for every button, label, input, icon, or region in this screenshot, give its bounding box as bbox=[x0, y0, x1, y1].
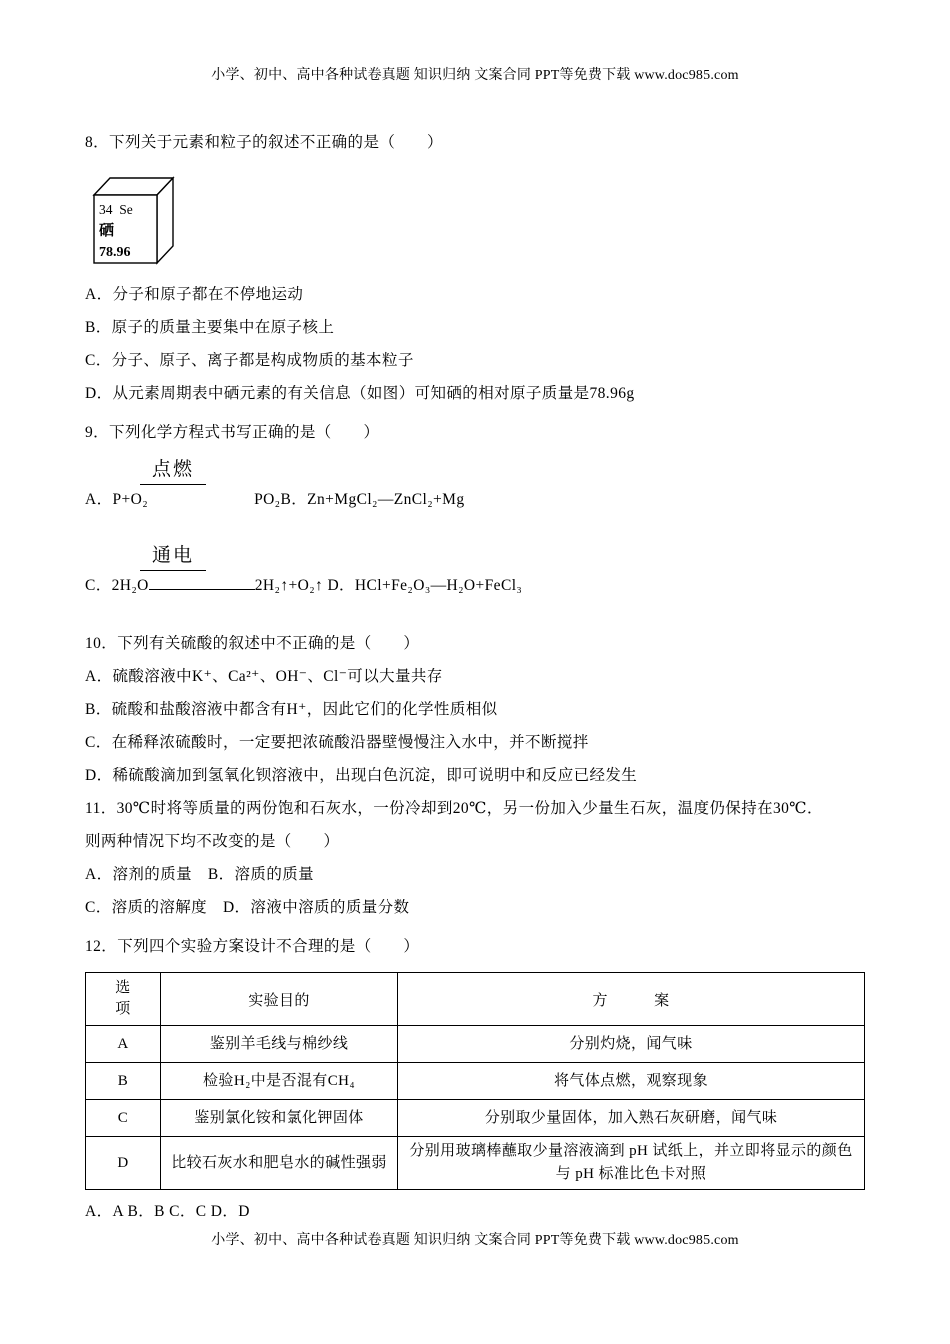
equation-a-pre: A．P+O₂ bbox=[85, 491, 149, 508]
equation-c-pre: C．2H₂O bbox=[85, 577, 149, 594]
table-cell: 将气体点燃，观察现象 bbox=[398, 1063, 865, 1100]
table-header-row bbox=[86, 973, 865, 1026]
table-row-c bbox=[86, 1100, 865, 1137]
header-cell-option bbox=[86, 973, 161, 1026]
table-row-b bbox=[86, 1063, 865, 1100]
question-11-stem-line2: 则两种情况下均不改变的是（ ） bbox=[85, 833, 340, 850]
question-11-stem-line1: 11．30℃时将等质量的两份饱和石灰水，一份冷却到20℃，另一份加入少量生石灰，温度仍保持在30℃． bbox=[85, 800, 823, 817]
reaction-arrow-gap bbox=[148, 490, 254, 504]
reaction-condition-row-a bbox=[140, 457, 865, 485]
reaction-arrow-line bbox=[149, 575, 255, 590]
table-cell: D bbox=[86, 1137, 161, 1190]
element-name: 硒 bbox=[99, 223, 115, 239]
site-watermark-footer: 小学、初中、高中各种试卷真题 知识归纳 文案合同 PPT等免费下载 www.doc985.com bbox=[211, 1233, 739, 1248]
element-cell-figure bbox=[91, 171, 865, 270]
table-cell: 分别用玻璃棒蘸取少量溶液滴到 pH 试纸上，并立即将显示的颜色与 pH 标准比色卡对照 bbox=[398, 1137, 865, 1190]
question-12-stem: 12．下列四个实验方案设计不合理的是（ ） bbox=[85, 938, 420, 955]
q11-options-ab: A．溶剂的质量 B．溶质的质量 bbox=[85, 866, 315, 883]
table-row-d bbox=[86, 1137, 865, 1190]
table-cell: C bbox=[86, 1100, 161, 1137]
q9-equation-group-a bbox=[85, 457, 865, 515]
table-cell: 比较石灰水和肥皂水的碱性强弱 bbox=[161, 1137, 398, 1190]
table-cell: 检验H₂中是否混有CH₄ bbox=[161, 1063, 398, 1100]
table-cell: 分别取少量固体，加入熟石灰研磨，闻气味 bbox=[398, 1100, 865, 1137]
q8-option-c: C．分子、原子、离子都是构成物质的基本粒子 bbox=[85, 352, 414, 369]
reaction-condition-electrolysis: 通电 bbox=[140, 543, 206, 571]
header-option-label: 选项 bbox=[115, 980, 131, 1017]
question-10-stem: 10．下列有关硫酸的叙述中不正确的是（ ） bbox=[85, 635, 420, 652]
document-content bbox=[0, 126, 950, 1227]
header-cell-purpose: 实验目的 bbox=[161, 973, 398, 1026]
q11-options-cd: C．溶质的溶解度 D．溶液中溶质的质量分数 bbox=[85, 899, 410, 916]
element-mass: 78.96 bbox=[99, 245, 131, 260]
equation-row-c bbox=[85, 571, 865, 601]
equation-c-post: 2H₂↑+O₂↑ D．HCl+Fe₂O₃—H₂O+FeCl₃ bbox=[254, 577, 523, 594]
table-row-a bbox=[86, 1026, 865, 1063]
site-watermark-header: 小学、初中、高中各种试卷真题 知识归纳 文案合同 PPT等免费下载 www.doc985.com bbox=[211, 68, 739, 83]
element-number-symbol: 34 Se bbox=[99, 202, 133, 217]
element-cube-image bbox=[91, 171, 175, 265]
reaction-condition-row-c bbox=[140, 543, 865, 571]
q12-answer-choices: A．A B．B C．C D．D bbox=[85, 1203, 250, 1220]
experiment-plan-table bbox=[85, 972, 865, 1190]
question-9-stem: 9．下列化学方程式书写正确的是（ ） bbox=[85, 424, 380, 441]
header-cell-plan: 方 案 bbox=[398, 973, 865, 1026]
q8-option-a: A．分子和原子都在不停地运动 bbox=[85, 286, 304, 303]
q10-option-a: A．硫酸溶液中K⁺、Ca²⁺、OH⁻、Cl⁻可以大量共存 bbox=[85, 668, 443, 685]
reaction-condition-ignite: 点燃 bbox=[140, 457, 206, 485]
equation-row-a bbox=[85, 485, 865, 515]
q8-option-b: B．原子的质量主要集中在原子核上 bbox=[85, 319, 335, 336]
equation-a-post: PO₂B．Zn+MgCl₂—ZnCl₂+Mg bbox=[254, 491, 465, 508]
q8-option-d: D．从元素周期表中硒元素的有关信息（如图）可知硒的相对原子质量是78.96g bbox=[85, 385, 635, 402]
table-cell: B bbox=[86, 1063, 161, 1100]
question-8-stem: 8．下列关于元素和粒子的叙述不正确的是（ ） bbox=[85, 134, 443, 151]
q10-option-c: C．在稀释浓硫酸时，一定要把浓硫酸沿器壁慢慢注入水中，并不断搅拌 bbox=[85, 734, 589, 751]
table-cell: 鉴别羊毛线与棉纱线 bbox=[161, 1026, 398, 1063]
q10-option-b: B．硫酸和盐酸溶液中都含有H⁺，因此它们的化学性质相似 bbox=[85, 701, 498, 718]
q9-equation-group-c bbox=[85, 543, 865, 601]
table-cell: A bbox=[86, 1026, 161, 1063]
table-cell: 鉴别氯化铵和氯化钾固体 bbox=[161, 1100, 398, 1137]
table-cell: 分别灼烧，闻气味 bbox=[398, 1026, 865, 1063]
q10-option-d: D．稀硫酸滴加到氢氧化钡溶液中，出现白色沉淀，即可说明中和反应已经发生 bbox=[85, 767, 638, 784]
